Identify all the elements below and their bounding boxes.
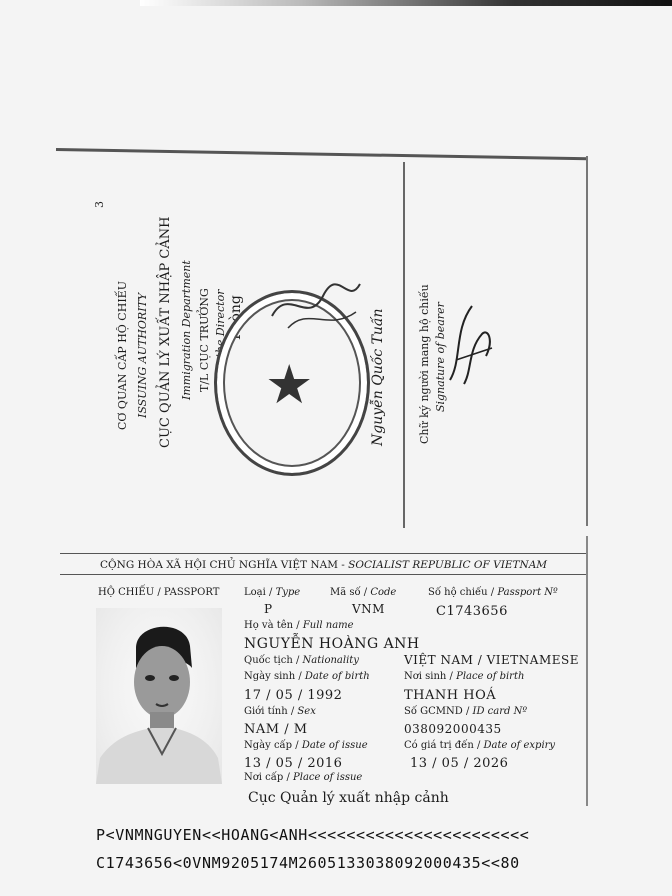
holder-portrait-icon [96,608,222,784]
header-rule [60,574,588,575]
id-number-value: 038092000435 [404,722,502,736]
code-value: VNM [352,602,385,616]
nationality-value: VIỆT NAM / VIETNAMESE [404,653,579,667]
passport-no-label [428,587,558,598]
issuing-authority-en: ISSUING AUTHORITY [136,292,149,418]
page-edge [586,536,588,806]
scan-shadow [140,0,672,6]
sex-label [244,706,316,717]
country-header-en: SOCIALIST REPUBLIC OF VIETNAM [348,559,548,571]
bearer-signature-vi: Chữ ký người mang hộ chiếu [418,284,431,444]
pob-label [404,671,524,682]
page-edge [56,148,588,160]
issue-date-label-en: Date of issue [301,740,368,751]
passport-number-value: C1743656 [436,604,508,619]
type-value: P [264,602,273,616]
department-vi: CỤC QUẢN LÝ XUẤT NHẬP CẢNH [158,216,173,448]
nationality-label [244,655,359,666]
dob-value: 17 / 05 / 1992 [244,688,343,703]
place-issue-label-vi: Nơi cấp / [244,772,294,783]
department-en: Immigration Department [180,260,193,400]
dob-label-en: Date of birth [304,671,370,682]
issue-date-label-vi: Ngày cấp / [244,740,302,751]
country-header-vi: CỘNG HÒA XÃ HỘI CHỦ NGHĨA VIỆT NAM - [100,559,349,571]
id-label-vi: Số GCMND / [404,706,473,717]
sex-label-vi: Giới tính / [244,706,298,717]
sex-label-en: Sex [297,706,316,717]
place-issue-label-en: Place of issue [293,772,363,783]
code-label-vi: Mã số / [330,587,371,598]
official-signature [268,276,364,336]
issue-date-value: 13 / 05 / 2016 [244,756,343,771]
type-label-vi: Loại / [244,587,276,598]
mrz-line-2: C1743656<0VNM9205174M2605133038092000435<<80 [96,854,520,872]
page-edge [586,156,588,526]
star-emblem-icon: ★ [265,353,314,416]
full-name-value: NGUYỄN HOÀNG ANH [244,636,420,652]
issuing-authority-vi: CƠ QUAN CẤP HỘ CHIẾU [116,281,129,430]
bearer-signature-en: Signature of bearer [434,302,447,412]
passport-label-vi: HỘ CHIẾU / [98,587,164,598]
type-label [244,587,300,598]
mrz-line-1: P<VNMNGUYEN<<HOANG<ANH<<<<<<<<<<<<<<<<<<<<<<< [96,826,530,844]
expiry-date-value: 13 / 05 / 2026 [410,756,509,771]
name-label-en: Full name [302,620,354,631]
place-issue-value: Cục Quản lý xuất nhập cảnh [248,790,449,806]
holder-photo [96,608,222,784]
office-label: Phòng [228,295,244,340]
place-issue-label [244,772,362,783]
name-label-vi: Họ và tên / [244,620,303,631]
type-label-en: Type [275,587,301,598]
expiry-label-vi: Có giá trị đến / [404,740,484,751]
code-label-en: Code [370,587,397,598]
issue-date-label [244,740,368,751]
name-label [244,620,354,631]
id-label [404,706,527,717]
director-vi: T/L CỤC TRƯỞNG [198,288,211,392]
pob-label-en: Place of birth [456,671,525,682]
bearer-signature [442,300,502,390]
passport-no-label-vi: Số hộ chiếu / [428,587,498,598]
nationality-label-en: Nationality [302,655,359,666]
dob-label-vi: Ngày sinh / [244,671,305,682]
expiry-label-en: Date of expiry [483,740,556,751]
header-rule [60,553,588,554]
passport-label-en: PASSPORT [163,587,220,598]
dob-label [244,671,370,682]
country-header [100,559,547,571]
director-en: For the Director [214,289,227,380]
passport-no-label-en: Passport Nº [497,587,558,598]
id-label-en: ID card Nº [472,706,528,717]
pob-label-vi: Nơi sinh / [404,671,457,682]
expiry-label [404,740,555,751]
page-number: 3 [93,201,106,208]
sex-value: NAM / M [244,722,308,737]
pob-value: THANH HOÁ [404,688,497,703]
signer-name: Nguyễn Quốc Tuấn [370,308,386,446]
nationality-label-vi: Quốc tịch / [244,655,303,666]
page-divider [403,162,405,528]
code-label [330,587,396,598]
passport-label [98,587,219,598]
